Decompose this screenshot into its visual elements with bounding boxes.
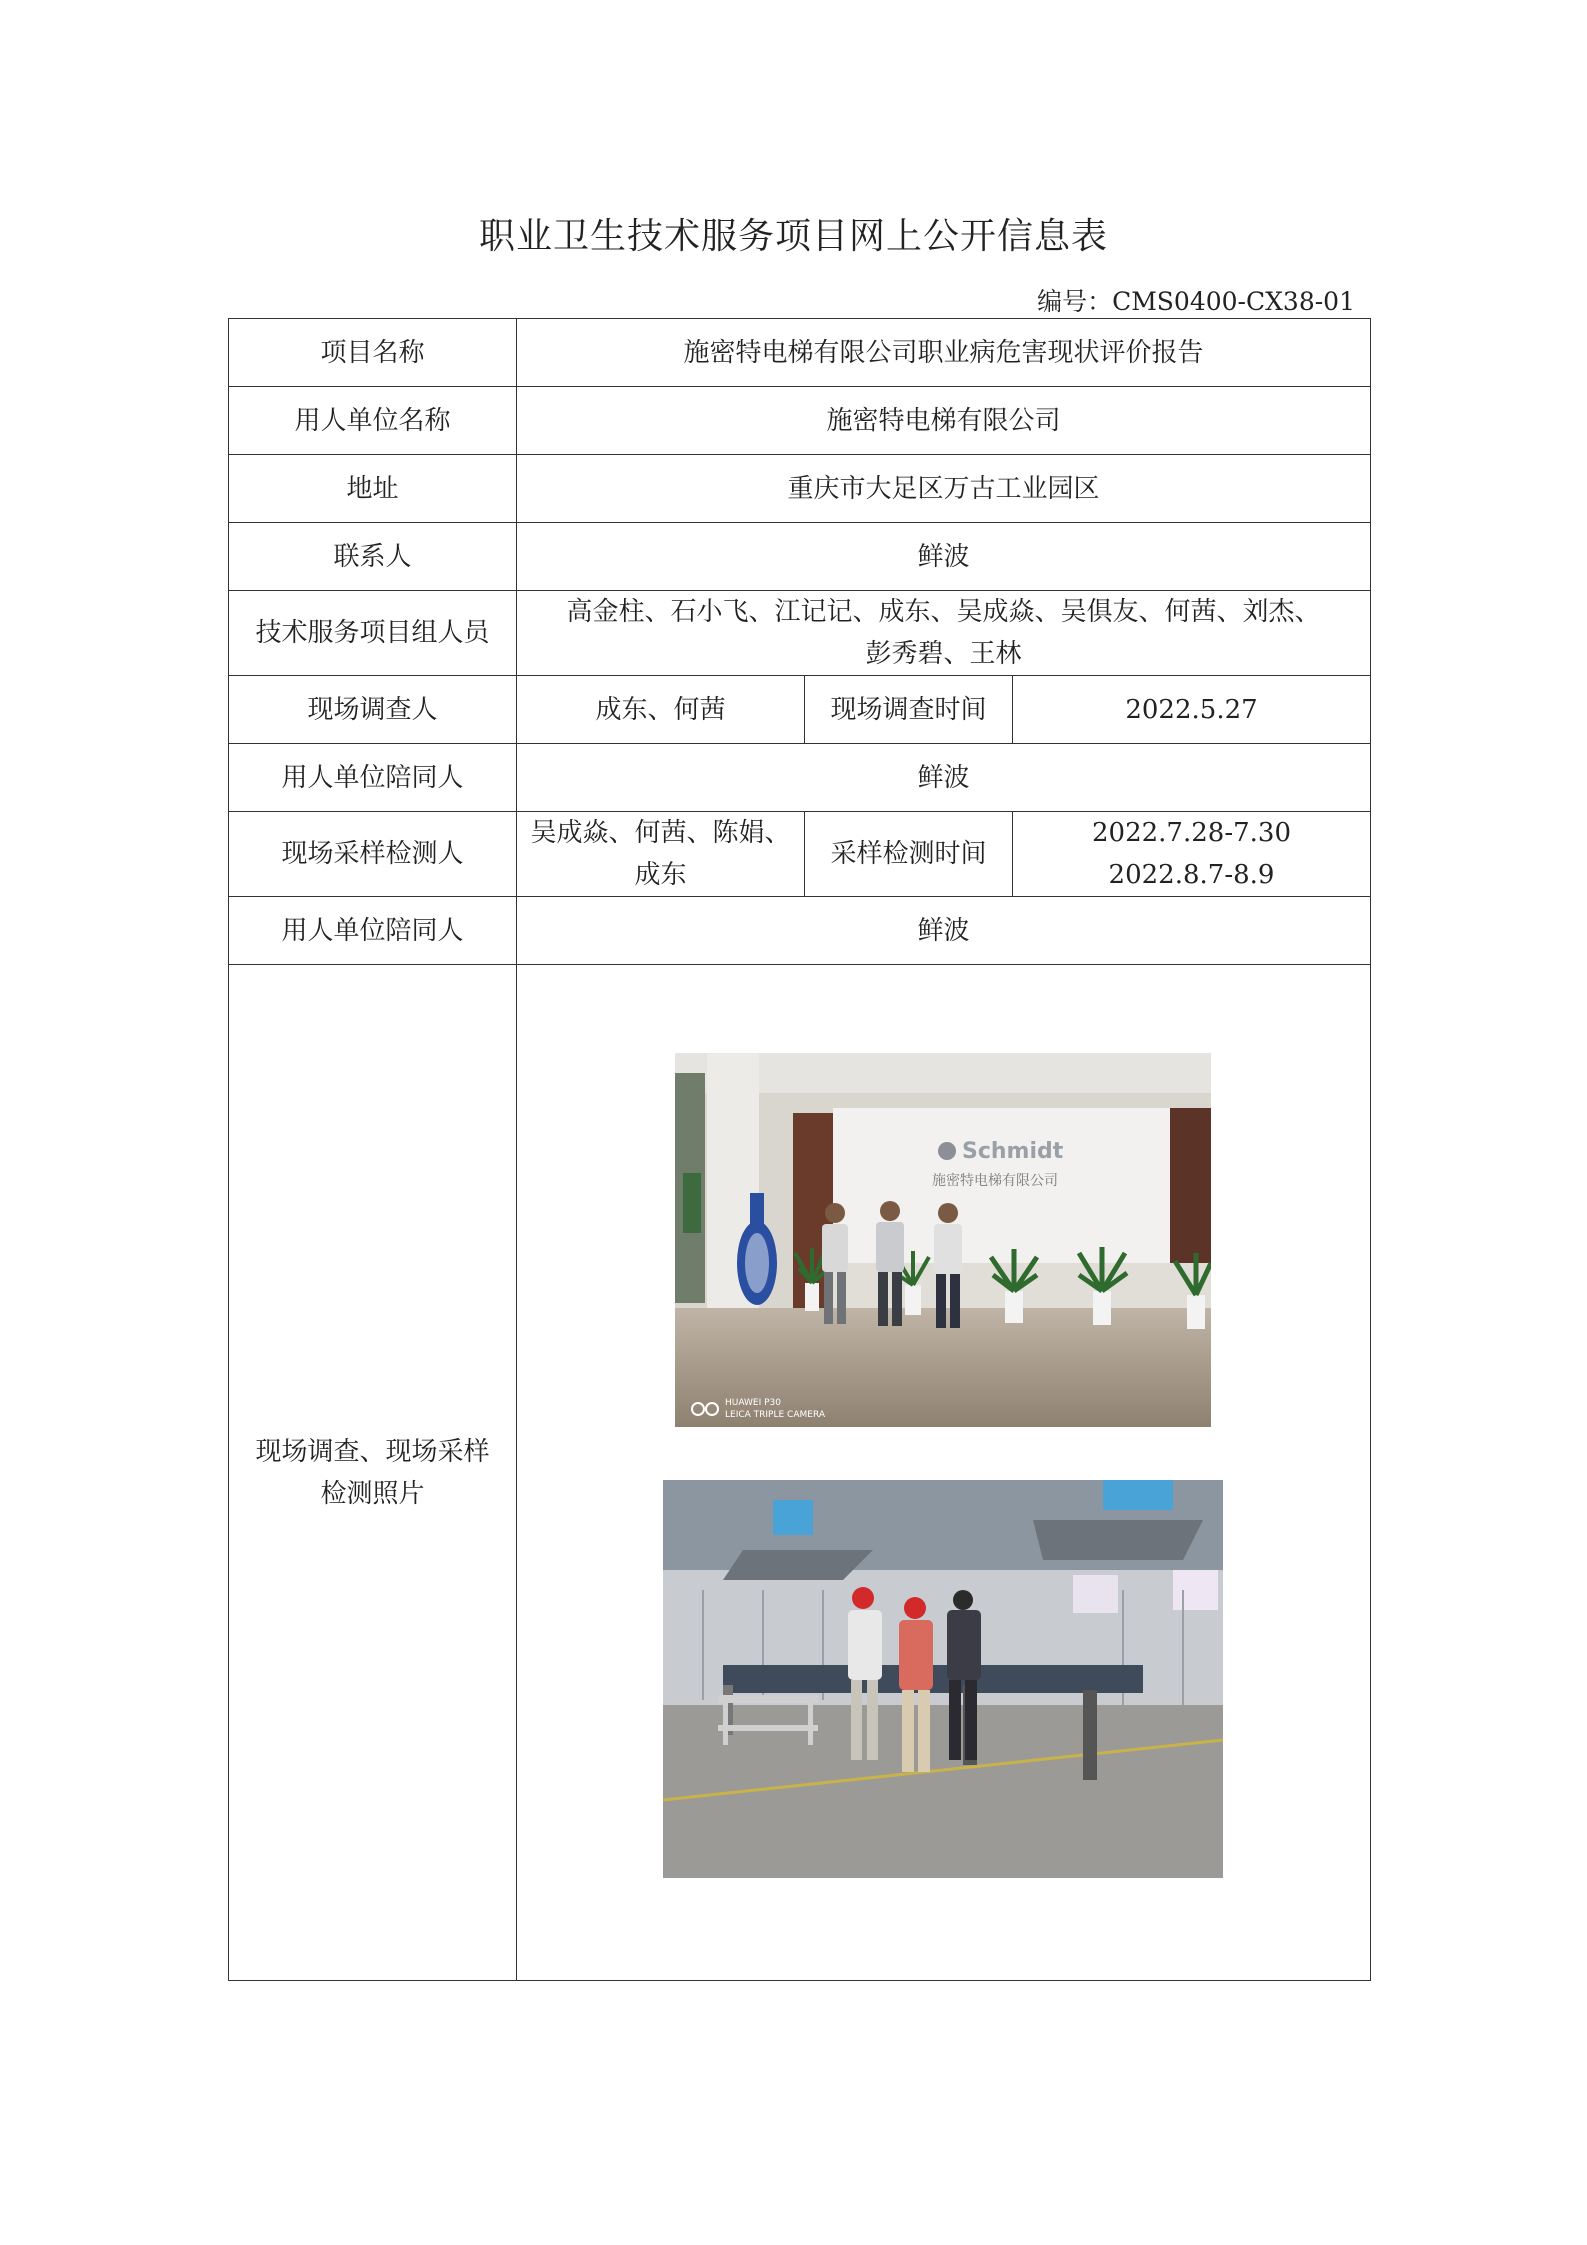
sampling-time-line: 2022.7.28-7.30 [1092,818,1291,848]
photos-label-line: 现场调查、现场采样 [255,1436,490,1467]
escort-label: 用人单位陪同人 [229,744,517,812]
table-row [229,676,1371,744]
contact-label: 联系人 [229,523,517,591]
photos-cell [517,965,1371,1981]
company-sign-text: 施密特电梯有限公司 [932,1173,1058,1189]
survey-time-label: 现场调查时间 [805,676,1013,744]
table-row [229,523,1371,591]
survey-person-value: 成东、何茜 [517,676,805,744]
info-table [228,318,1371,1981]
survey-time-value: 2022.5.27 [1013,676,1371,744]
sampling-time-value [1013,812,1371,897]
escort-value: 鲜波 [517,744,1371,812]
photos-label-line: 检测照片 [320,1478,425,1509]
sampling-time-line: 2022.8.7-8.9 [1108,860,1275,890]
address-label: 地址 [229,455,517,523]
company-logo-text: Schmidt [962,1139,1064,1164]
team-value-line: 彭秀碧、王林 [865,639,1022,669]
team-value [517,591,1371,676]
contact-value: 鲜波 [517,523,1371,591]
sampling-time-label: 采样检测时间 [805,812,1013,897]
project-name-value: 施密特电梯有限公司职业病危害现状评价报告 [517,319,1371,387]
sampling-person-value [517,812,805,897]
table-row [229,591,1371,676]
address-value: 重庆市大足区万古工业园区 [517,455,1371,523]
photos-label [229,965,517,1981]
employer-name-value: 施密特电梯有限公司 [517,387,1371,455]
page-title: 职业卫生技术服务项目网上公开信息表 [478,216,1108,257]
table-row [229,812,1371,897]
sampling-person-line: 成东 [634,860,687,890]
escort-label: 用人单位陪同人 [229,897,517,965]
table-row [229,744,1371,812]
table-row [229,897,1371,965]
team-label: 技术服务项目组人员 [229,591,517,676]
table-row [229,965,1371,1981]
lobby-photo [675,1053,1211,1427]
project-name-label: 项目名称 [229,319,517,387]
sampling-person-label: 现场采样检测人 [229,812,517,897]
workshop-photo [663,1480,1223,1878]
team-value-line: 高金柱、石小飞、江记记、成东、吴成焱、吴俱友、何茜、刘杰、 [566,597,1321,627]
survey-person-label: 现场调查人 [229,676,517,744]
camera-watermark: LEICA TRIPLE CAMERA [725,1410,825,1420]
table-row [229,319,1371,387]
escort-value: 鲜波 [517,897,1371,965]
document-number: 编号：CMS0400-CX38-01 [1037,287,1355,316]
camera-watermark: HUAWEI P30 [725,1398,781,1408]
employer-name-label: 用人单位名称 [229,387,517,455]
table-row [229,455,1371,523]
table-row [229,387,1371,455]
sampling-person-line: 吴成焱、何茜、陈娟、 [530,818,791,848]
